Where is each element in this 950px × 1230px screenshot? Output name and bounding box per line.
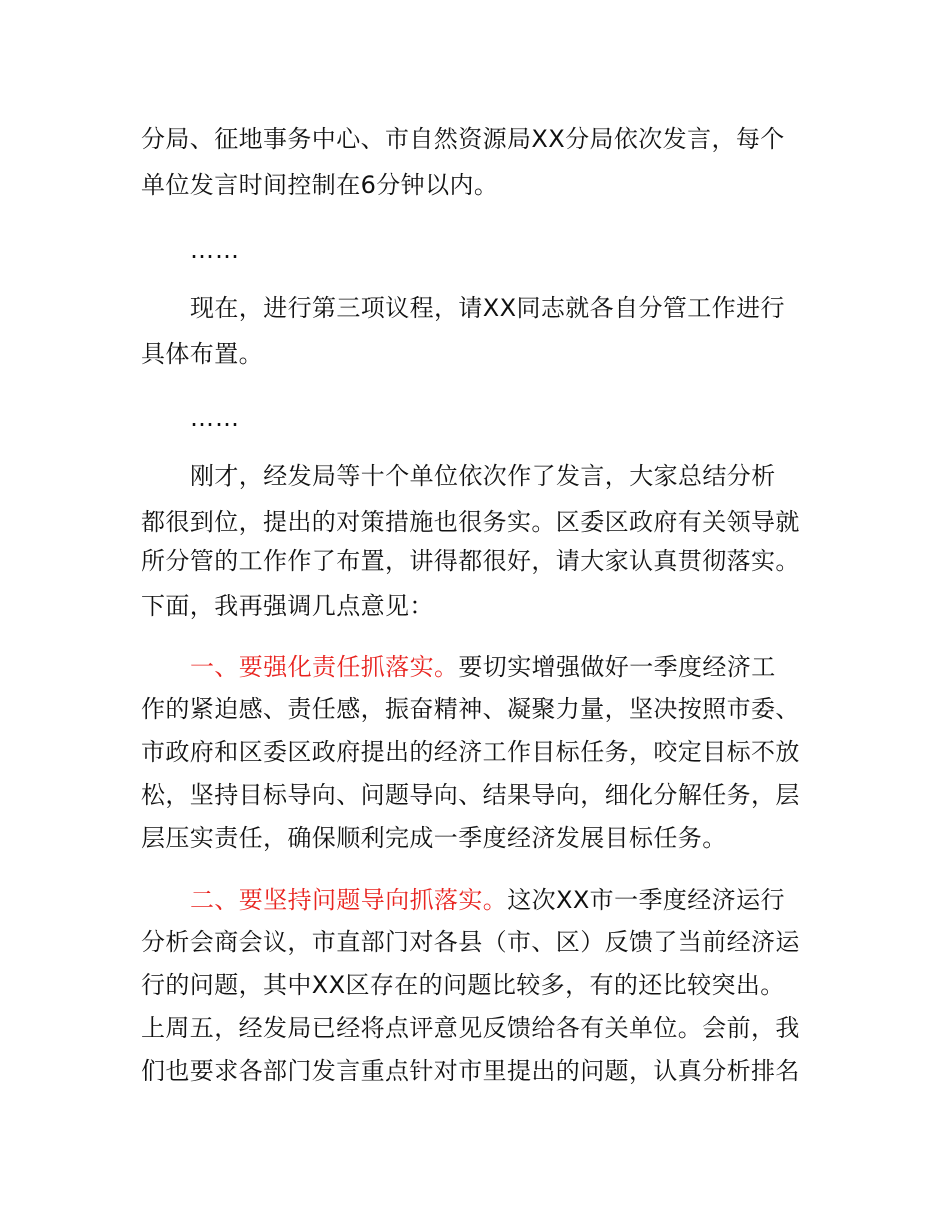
text-line: 市政府和区委区政府提出的经济工作目标任务，咬定目标不放 bbox=[141, 738, 800, 766]
text-line: 现在，进行第三项议程，请XX同志就各自分管工作进行 bbox=[190, 294, 785, 322]
ellipsis: …… bbox=[190, 404, 240, 432]
text-line: 刚才，经发局等十个单位依次作了发言，大家总结分析 bbox=[190, 462, 776, 490]
text-line: 上周五，经发局已经将点评意见反馈给各有关单位。会前，我 bbox=[141, 1014, 800, 1042]
section-text: 要切实增强做好一季度经济工 bbox=[458, 653, 776, 681]
text-line: 分局、征地事务中心、市自然资源局XX分局依次发言，每个 bbox=[141, 125, 785, 153]
text-line: 作的紧迫感、责任感，振奋精神、凝聚力量，坚决按照市委、 bbox=[141, 695, 800, 723]
text-line: 下面，我再强调几点意见： bbox=[141, 592, 434, 620]
text-line: 松，坚持目标导向、问题导向、结果导向，细化分解任务，层 bbox=[141, 781, 800, 809]
section-heading: 一、要强化责任抓落实。 bbox=[190, 653, 459, 681]
text-line: 所分管的工作作了布置，讲得都很好，请大家认真贯彻落实。 bbox=[141, 547, 800, 575]
text-line: 层压实责任，确保顺利完成一季度经济发展目标任务。 bbox=[141, 824, 727, 852]
section-heading: 二、要坚持问题导向抓落实。 bbox=[190, 886, 508, 914]
text-line: 具体布置。 bbox=[141, 340, 263, 368]
ellipsis: …… bbox=[190, 236, 240, 264]
text-line: 单位发言时间控制在6分钟以内。 bbox=[141, 171, 499, 199]
section-heading-line bbox=[190, 650, 776, 684]
section-heading-line bbox=[190, 883, 785, 917]
text-line: 行的问题，其中XX区存在的问题比较多，有的还比较突出。 bbox=[141, 971, 785, 999]
text-line: 们也要求各部门发言重点针对市里提出的问题，认真分析排名 bbox=[141, 1057, 800, 1085]
text-line: 都很到位，提出的对策措施也很务实。区委区政府有关领导就 bbox=[141, 508, 800, 536]
section-text: 这次XX市一季度经济运行 bbox=[507, 886, 785, 914]
text-line: 分析会商会议，市直部门对各县（市、区）反馈了当前经济运 bbox=[141, 928, 800, 956]
